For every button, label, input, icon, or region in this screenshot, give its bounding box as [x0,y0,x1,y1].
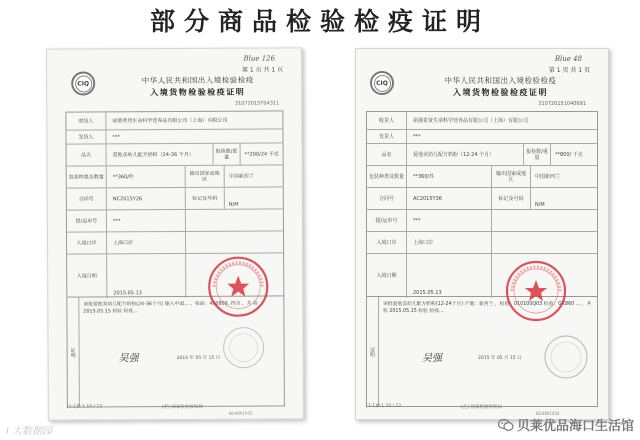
handwritten-note: Blue 126 [243,54,276,63]
watermark-text: 贝莱优品海口生活馆 [516,419,634,434]
issuing-org: 中华人民共和国出入境检验检疫 [444,76,557,85]
faded-seal-icon [542,333,590,381]
table-row: 入境口岸 上海口岸 [67,231,283,254]
certification-body: 证明 该批爱他美幼儿配方奶粉(12-24个月) 产地：新西兰 ，检验：010100Q03 检验：GK860 ... ，共 检 2015.05.15 检验 检疫... [366,297,598,407]
table-row: 提/运单号 *** [367,210,597,232]
table-row: 收货人 胡港希贤生命科学营养品有限公司（上海）有限公司 [367,112,597,130]
barcode-number: BG4801034 [536,411,560,416]
watermark-left: i 大数据园 [6,426,52,437]
handwritten-note: Blue 48 [554,55,582,63]
table-row: 发货人 *** [367,130,597,144]
document-title: 入境货物检验检疫证明 [453,88,548,97]
footer: [1-1]0 1.10 / 12 (企) 国家检验检疫局 [66,404,203,411]
table-row: 入境日期 2015.05.13 [67,253,283,298]
table-row: 合同号 AC2015Y36 标记及号码 N/M [367,188,597,210]
official-seal-icon [206,255,270,319]
table-row: 入境日期 2015.05.13 [367,254,597,298]
issuing-org: 中华人民共和国出入境检验检疫 [141,75,254,86]
table-row: 品名 爱他美幼儿配方奶粉（24-36 个月） 报检数/重量 **200/24 千克 [67,143,283,166]
certificate-number: 31072015T04311 [234,100,280,107]
table-row: 包装种类及数量 **360/件 输出国家或地区 中国新西兰 [67,165,283,188]
certification-text: 该批爱他美幼儿配方奶粉(12-24个月) 产地：新西兰 ，检验：010100Q03 检验：GK860 ... ，共 检 2015.05.15 检验 检疫... [383,302,592,314]
table-row: 发货人 *** [66,129,282,144]
official-seal-icon [504,259,568,323]
issue-date: 2015 年 05 月 15 日 [176,355,221,361]
page-title: 部分商品检验检疫证明 [149,7,490,36]
issue-date: 2015 年 05 月 15 日 [478,356,522,361]
page-number: 第 1 页 共 1 页 [241,66,284,74]
barcode-number: BG4801033 [228,410,253,416]
ciq-logo-icon: CIQ [71,71,95,95]
watermark-right [498,415,634,434]
certification-text: 该批爱他美幼儿配方奶粉(24-36个月) 输入中国... ，检验：400809, 符合 ，共 检 2015.05.15 检验 检疫... [83,301,258,315]
table-row: 提/运单号 *** [67,209,283,232]
signature: 吴强 [422,353,442,364]
table-row: 收货人 胡港希贤生命科学营养品有限公司（上海）有限公司 [66,111,282,130]
signature: 吴强 [118,353,139,365]
certificate-right [355,48,609,420]
table-row: 包装种类及数量 **360/件 输出国家或地区 中国新西兰 [367,166,597,188]
faded-seal-icon [220,325,266,371]
table-row: 合同号 NC2015Y26 标记及号码 N/M [67,187,283,210]
certificate-left [46,47,304,420]
certificate-number: 310720151040691 [538,101,586,107]
document-title: 入境货物检验检疫证明 [150,87,246,98]
wechat-icon [498,418,514,432]
footer: [1-1]0 1.10 / 12 (企) 国家检验检疫局 [366,404,502,410]
certification-body: 证明 该批爱他美幼儿配方奶粉(24-36个月) 输入中国... ，检验：400809, 符合 ，共 检 2015.05.15 检验 检疫... [66,296,285,407]
page-number: 第 1 页 共 1 页 [548,67,590,74]
table-row: 入境口岸 上海口岸 [367,232,597,254]
table-row: 品名 爱他美幼儿配方奶粉（12-24 个月） 报检数/重量 **800/ 千克 [367,144,597,166]
ciq-logo-icon: CIQ [370,71,394,95]
